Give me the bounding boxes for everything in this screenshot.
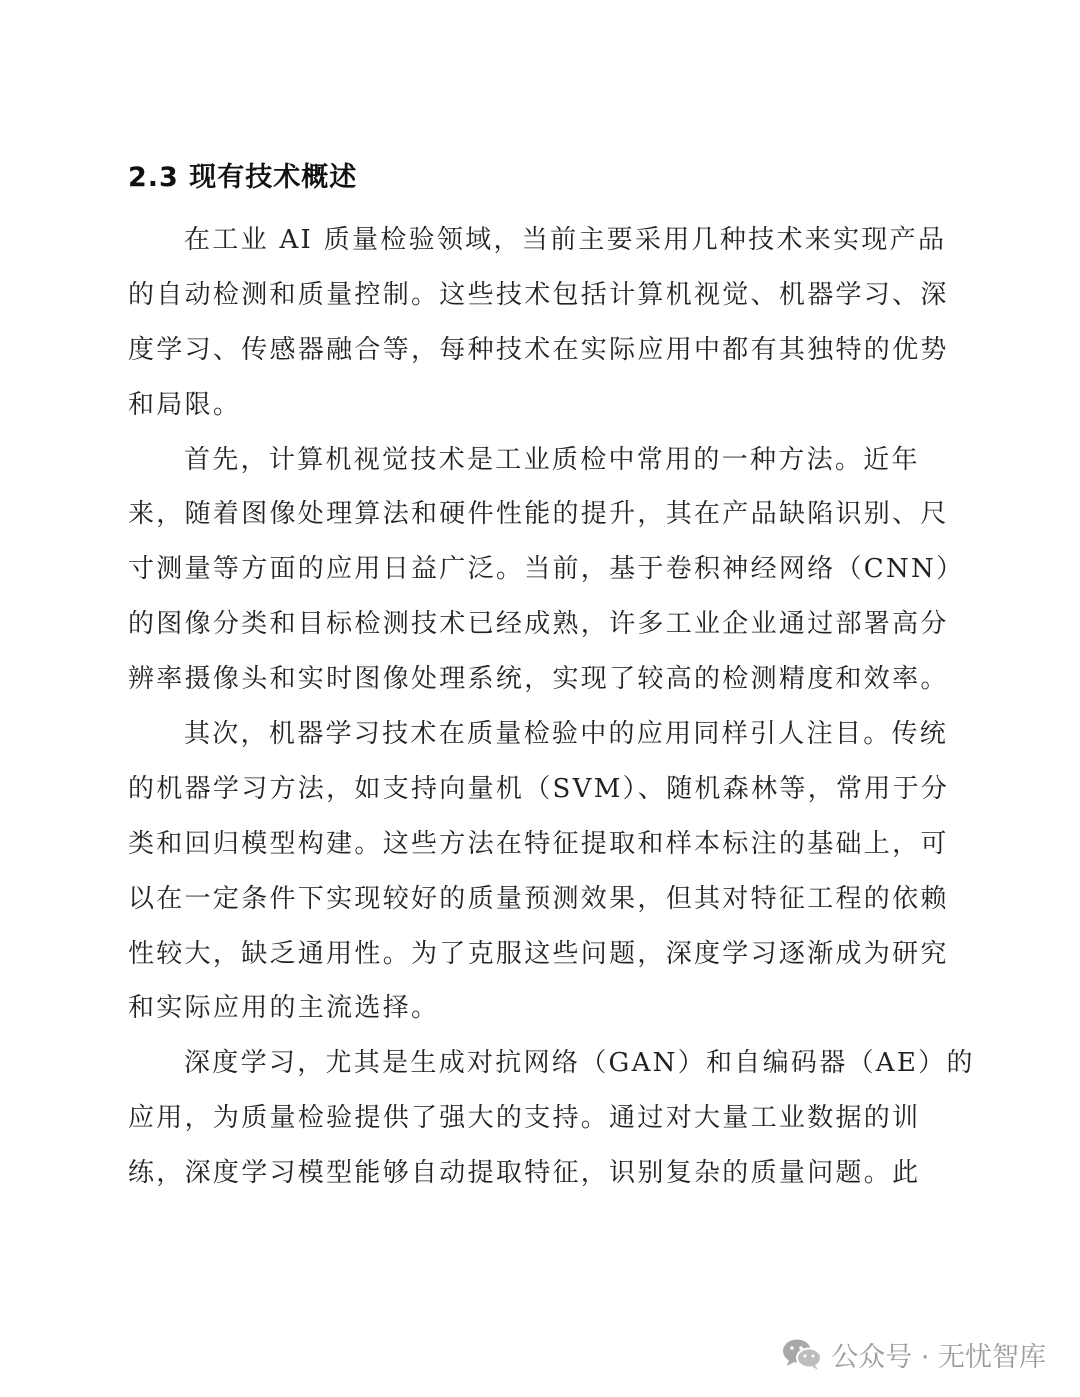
- paragraph-2-line-4: 的图像分类和目标检测技术已经成熟，许多工业企业通过部署高分: [128, 609, 949, 640]
- body-text: [128, 213, 975, 1201]
- paragraph-1-line-2: 的自动检测和质量控制。这些技术包括计算机视觉、机器学习、深: [128, 279, 949, 310]
- paragraph-3-line-3: 类和回归模型构建。这些方法在特征提取和样本标注的基础上，可: [128, 828, 949, 859]
- paragraph-2-line-2: 来，随着图像处理算法和硬件性能的提升，其在产品缺陷识别、尺: [128, 499, 949, 530]
- section-heading: 2.3 现有技术概述: [128, 162, 358, 193]
- paragraph-4-line-2: 应用，为质量检验提供了强大的支持。通过对大量工业数据的训: [128, 1103, 921, 1134]
- paragraph-4-line-1: 深度学习，尤其是生成对抗网络（GAN）和自编码器（AE）的: [184, 1048, 975, 1079]
- paragraph-4-line-3: 练，深度学习模型能够自动提取特征，识别复杂的质量问题。此: [128, 1158, 921, 1189]
- paragraph-1-line-4: 和局限。: [128, 389, 242, 420]
- paragraph-2-line-1: 首先，计算机视觉技术是工业质检中常用的一种方法。近年: [184, 444, 920, 475]
- paragraph-3-line-2: 的机器学习方法，如支持向量机（SVM）、随机森林等，常用于分: [128, 773, 950, 804]
- watermark-text: 公众号 · 无忧智库: [831, 1341, 1046, 1373]
- paragraph-3-line-5: 性较大，缺乏通用性。为了克服这些问题，深度学习逐渐成为研究: [128, 938, 949, 969]
- paragraph-1-line-1: 在工业 AI 质量检验领域，当前主要采用几种技术来实现产品: [184, 225, 947, 255]
- watermark: [781, 1334, 1046, 1374]
- paragraph-3-line-4: 以在一定条件下实现较好的质量预测效果，但其对特征工程的依赖: [128, 883, 949, 914]
- wechat-icon: [781, 1337, 823, 1371]
- paragraph-3-line-1: 其次，机器学习技术在质量检验中的应用同样引人注目。传统: [184, 719, 949, 750]
- paragraph-2-line-5: 辨率摄像头和实时图像处理系统，实现了较高的检测精度和效率。: [128, 664, 949, 695]
- paragraph-1-line-3: 度学习、传感器融合等，每种技术在实际应用中都有其独特的优势: [128, 334, 949, 365]
- paragraph-3-line-6: 和实际应用的主流选择。: [128, 993, 440, 1024]
- paragraph-2-line-3: 寸测量等方面的应用日益广泛。当前，基于卷积神经网络（CNN）: [128, 554, 965, 585]
